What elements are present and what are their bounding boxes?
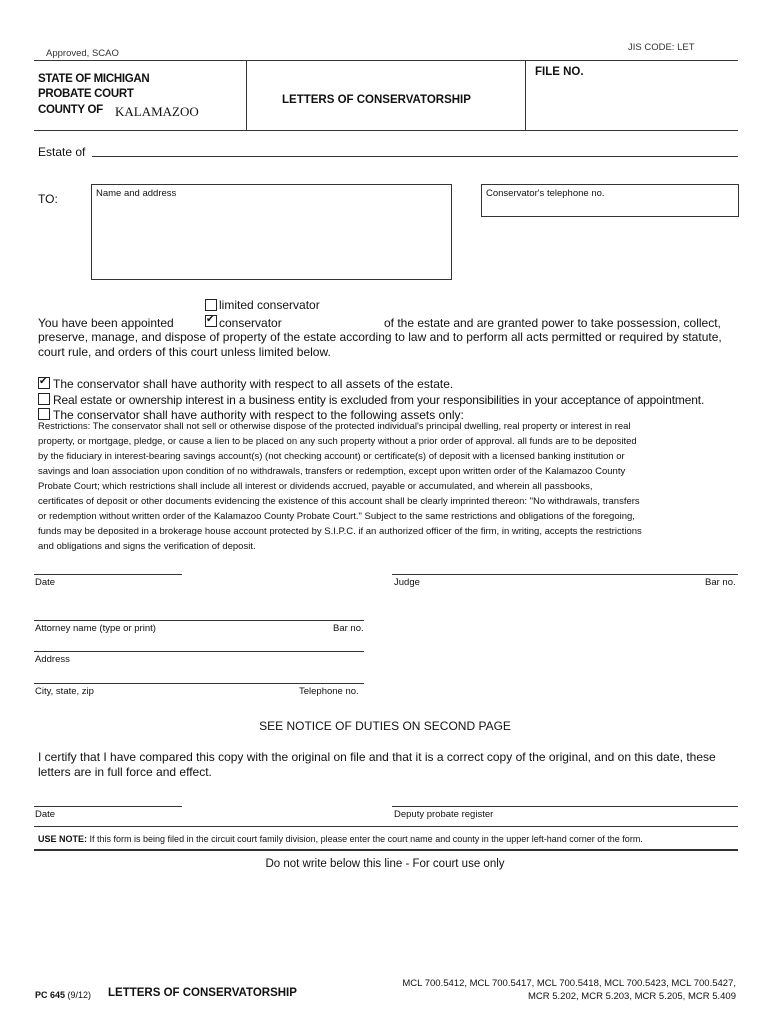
appointment-text-3: court rule, and orders of this court unless limited below. xyxy=(38,345,331,359)
footer-citations xyxy=(402,978,736,1002)
restrictions-line: property, or mortgage, pledge, or cause a lien to be placed on any such property without a prior order of approval. all funds are to be deposited xyxy=(38,436,637,447)
real-estate-excluded-checkbox[interactable] xyxy=(38,393,50,405)
deputy-label: Deputy probate register xyxy=(394,809,494,820)
footer-mcr: MCR 5.202, MCR 5.203, MCR 5.205, MCR 5.409 xyxy=(527,991,736,1002)
restrictions-line: by the fiduciary in interest-bearing savings account(s) (not checking account) or certificate(s) of deposit with a licensed banking institution or xyxy=(38,451,625,462)
certify-date-label: Date xyxy=(35,809,56,820)
restrictions-line: certificates of deposit or other documents evidencing the existence of this account shall be clearly imprinted thereon: "No withdrawals, transfers xyxy=(38,496,640,507)
header-bottom-rule xyxy=(34,130,738,131)
following-assets-checkbox[interactable] xyxy=(38,408,50,420)
restrictions-line: savings and loan association upon condition of no withdrawals, transfers or redemption, except upon written order of the Kalamazoo County xyxy=(38,466,626,477)
footer-form-id xyxy=(35,990,91,1000)
appointment-text-1: of the estate and are granted power to take possession, collect, xyxy=(384,316,721,330)
conservator-phone-label: Conservator's telephone no. xyxy=(486,188,605,199)
all-assets-checkbox[interactable] xyxy=(38,377,50,389)
judge-signature-line[interactable] xyxy=(392,574,738,575)
certify-text-1: I certify that I have compared this copy with the original on file and that it is a correct copy of the original, and on this date, these xyxy=(38,750,716,764)
form-revision: (9/12) xyxy=(67,990,92,1000)
form-number: PC 645 xyxy=(35,990,66,1000)
date-label: Date xyxy=(35,577,56,588)
use-note-top-rule xyxy=(34,826,738,827)
court-use-rule xyxy=(34,849,738,851)
date-line[interactable] xyxy=(34,574,182,575)
certify-text-2: letters are in full force and effect. xyxy=(38,765,212,779)
approved-text: Approved, SCAO xyxy=(46,48,119,59)
attorney-name-label: Attorney name (type or print) xyxy=(35,623,156,634)
limited-conservator-checkbox[interactable] xyxy=(205,299,217,311)
appointed-prefix: You have been appointed xyxy=(38,316,174,330)
restrictions-line: Restrictions: The conservator shall not sell or otherwise dispose of the protected individual's principal dwelling, real property or interest in real xyxy=(38,421,631,432)
form-title: LETTERS OF CONSERVATORSHIP xyxy=(282,94,471,106)
deputy-signature-line[interactable] xyxy=(392,806,738,807)
footer-title: LETTERS OF CONSERVATORSHIP xyxy=(108,987,297,999)
restrictions-line: or redemption without written order of the Kalamazoo County Probate Court." Subject to the same restrictions and obligations of the foregoing, xyxy=(38,511,635,522)
judge-label: Judge xyxy=(394,577,420,588)
attorney-phone-label: Telephone no. xyxy=(299,686,359,697)
estate-label: Estate of xyxy=(38,145,86,159)
all-assets-label: The conservator shall have authority with respect to all assets of the estate. xyxy=(53,377,454,391)
jis-code: JIS CODE: LET xyxy=(628,42,695,53)
court-name: PROBATE COURT xyxy=(38,88,134,100)
limited-conservator-label: limited conservator xyxy=(219,298,320,312)
appointment-text-2: preserve, manage, and dispose of property of the estate according to law and to perform all acts permitted or required by statute, xyxy=(38,330,722,344)
judge-bar-label: Bar no. xyxy=(705,577,736,588)
attorney-bar-label: Bar no. xyxy=(333,623,364,634)
real-estate-excluded-label: Real estate or ownership interest in a business entity is excluded from your responsibilities in your acceptance of appointment. xyxy=(53,393,705,407)
restrictions-line: Probate Court; which restrictions shall include all interest or dividends accrued, payable or accumulated, and wherein all passbooks, xyxy=(38,481,593,492)
notice-of-duties: SEE NOTICE OF DUTIES ON SECOND PAGE xyxy=(259,719,511,733)
county-value[interactable]: KALAMAZOO xyxy=(115,104,199,119)
use-note xyxy=(38,834,643,844)
header-divider-left xyxy=(246,60,247,130)
header-top-rule xyxy=(34,60,738,61)
conservator-label: conservator xyxy=(219,316,282,330)
restrictions-line: funds may be deposited in a brokerage house account protected by S.I.P.C. if an authorized officer of the firm, in writing, accepts the restrictions xyxy=(38,526,642,537)
estate-field[interactable] xyxy=(92,156,738,157)
county-label: COUNTY OF xyxy=(38,104,103,116)
conservator-checkbox[interactable] xyxy=(205,315,217,327)
header-divider-right xyxy=(525,60,526,130)
use-note-text: If this form is being filed in the circuit court family division, please enter the court name and county in the upper left-hand corner of the form. xyxy=(89,834,643,844)
name-address-label: Name and address xyxy=(96,188,177,199)
file-no-label: FILE NO. xyxy=(535,66,584,78)
attorney-city-label: City, state, zip xyxy=(35,686,94,697)
attorney-city-line[interactable] xyxy=(34,683,364,684)
use-note-label: USE NOTE: xyxy=(38,834,88,844)
attorney-address-label: Address xyxy=(35,654,70,665)
attorney-address-line[interactable] xyxy=(34,651,364,652)
certify-date-line[interactable] xyxy=(34,806,182,807)
attorney-name-line[interactable] xyxy=(34,620,364,621)
court-use-text: Do not write below this line - For court use only xyxy=(265,858,505,870)
court-state: STATE OF MICHIGAN xyxy=(38,73,150,85)
to-label: TO: xyxy=(38,192,58,206)
following-assets-label: The conservator shall have authority with respect to the following assets only: xyxy=(53,408,464,422)
restrictions-line: and obligations and signs the verification of deposit. xyxy=(38,541,256,552)
footer-mcl: MCL 700.5412, MCL 700.5417, MCL 700.5418, MCL 700.5423, MCL 700.5427, xyxy=(402,978,736,989)
